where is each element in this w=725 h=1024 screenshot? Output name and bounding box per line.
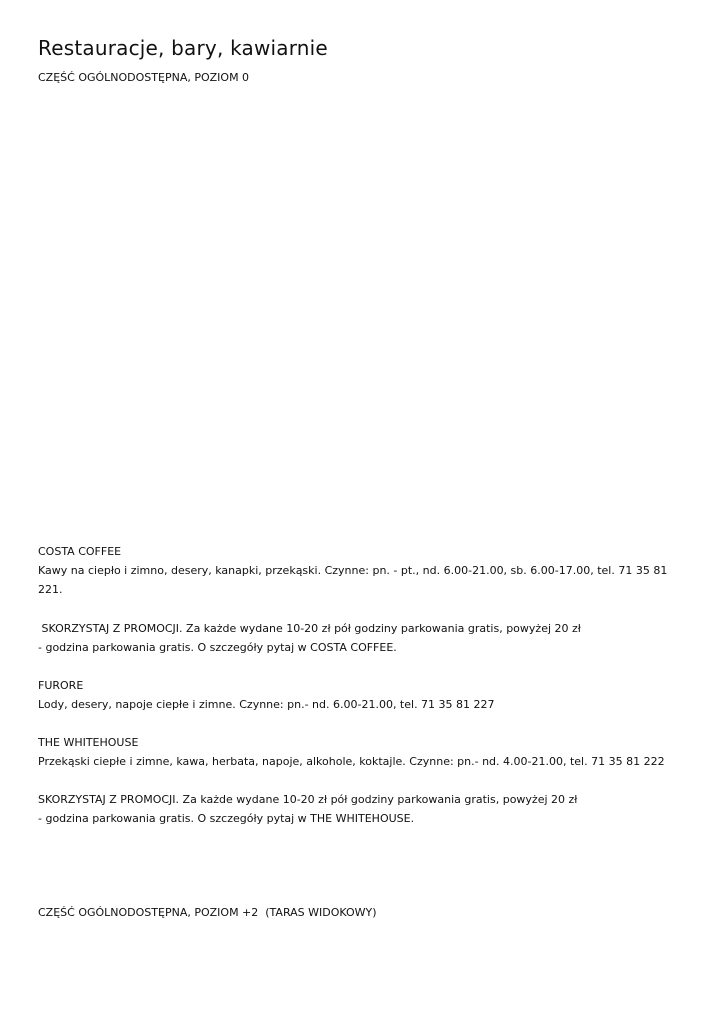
venue-description: Lody, desery, napoje ciepłe i zimne. Czynne: pn.- nd. 6.00-21.00, tel. 71 35 81 227 bbox=[38, 698, 495, 711]
promo-costa-coffee bbox=[38, 619, 688, 657]
venue-the-whitehouse bbox=[38, 733, 688, 771]
venue-description: Kawy na ciepło i zimno, desery, kanapki, przekąski. Czynne: pn. - pt., nd. 6.00-21.00, sb. 6.00-17.00, tel. 71 35 81 221. bbox=[38, 564, 668, 596]
promo-line-2: - godzina parkowania gratis. O szczegóły pytaj w COSTA COFFEE. bbox=[38, 641, 397, 654]
promo-the-whitehouse bbox=[38, 790, 688, 828]
section-heading-level-0: CZĘŚĆ OGÓLNODOSTĘPNA, POZIOM 0 bbox=[38, 71, 250, 84]
page-title: Restauracje, bary, kawiarnie bbox=[38, 36, 328, 60]
promo-line-1: SKORZYSTAJ Z PROMOCJI. Za każde wydane 10-20 zł pół godziny parkowania gratis, powyżej 20 zł bbox=[38, 622, 581, 635]
venue-name: FURORE bbox=[38, 679, 84, 692]
venue-description: Przekąski ciepłe i zimne, kawa, herbata, napoje, alkohole, koktajle. Czynne: pn.- nd. 4.00-21.00, tel. 71 35 81 222 bbox=[38, 755, 665, 768]
venue-name: COSTA COFFEE bbox=[38, 545, 122, 558]
section-heading-level-2: CZĘŚĆ OGÓLNODOSTĘPNA, POZIOM +2 (TARAS WIDOKOWY) bbox=[38, 906, 377, 919]
promo-line-1: SKORZYSTAJ Z PROMOCJI. Za każde wydane 10-20 zł pół godziny parkowania gratis, powyżej 20 zł bbox=[38, 793, 578, 806]
venue-furore bbox=[38, 676, 688, 714]
venue-costa-coffee bbox=[38, 542, 688, 599]
promo-line-2: - godzina parkowania gratis. O szczegóły pytaj w THE WHITEHOUSE. bbox=[38, 812, 415, 825]
venue-name: THE WHITEHOUSE bbox=[38, 736, 139, 749]
